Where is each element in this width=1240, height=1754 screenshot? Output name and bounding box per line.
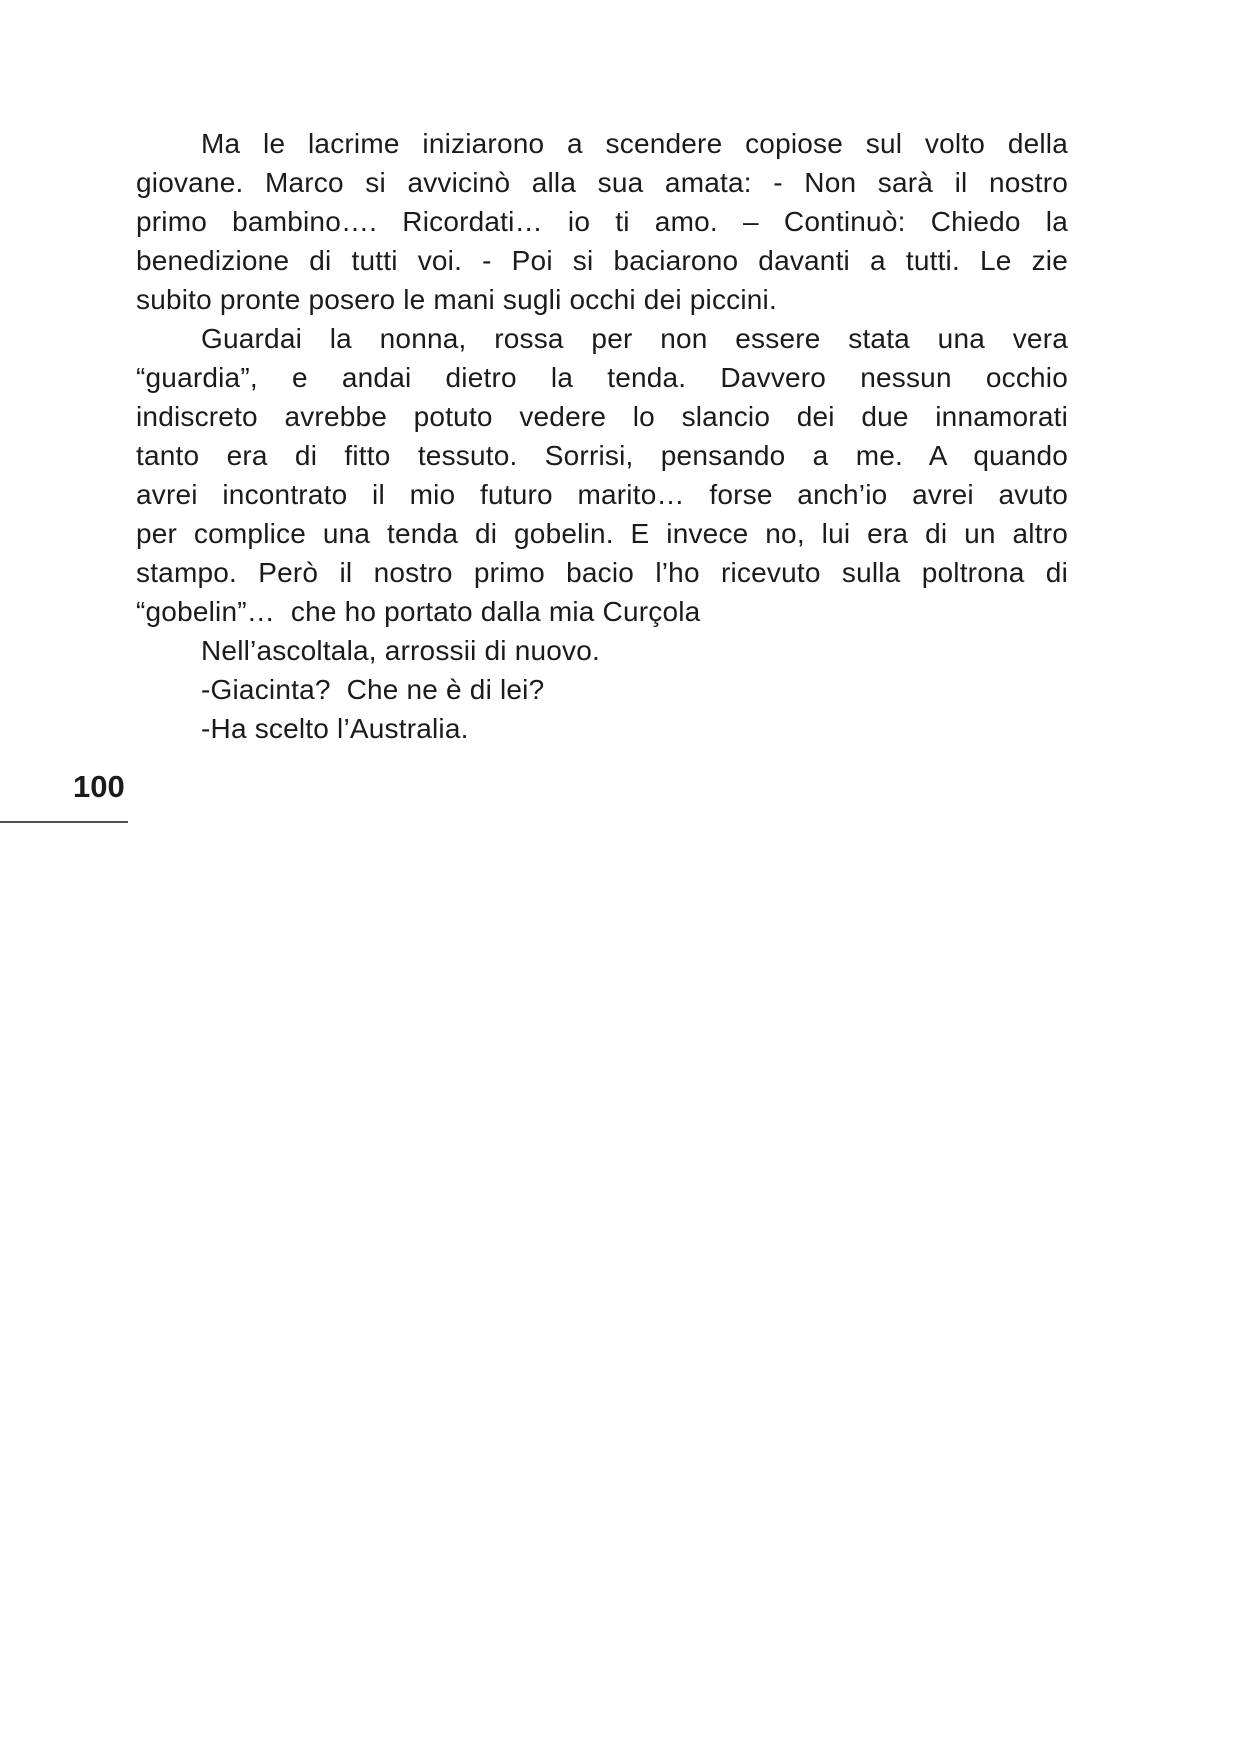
text-line: Nell’ascoltala, arrossii di nuovo. xyxy=(201,635,600,666)
text-line: indiscreto avrebbe potuto vedere lo slancio dei due innamorati xyxy=(136,401,1068,432)
text-line: Ma le lacrime iniziarono a scendere copiose sul volto della xyxy=(201,128,1068,159)
text-line: -Ha scelto l’Australia. xyxy=(201,713,469,744)
text-line: Guardai la nonna, rossa per non essere stata una vera xyxy=(201,323,1068,354)
text-line: -Giacinta? Che ne è di lei? xyxy=(201,674,545,705)
text-line: giovane. Marco si avvicinò alla sua amata: - Non sarà il nostro xyxy=(136,167,1068,198)
text-line: “guardia”, e andai dietro la tenda. Davvero nessun occhio xyxy=(136,362,1068,393)
page-number: 100 xyxy=(73,769,125,804)
page-text xyxy=(136,124,1068,748)
text-line: per complice una tenda di gobelin. E invece no, lui era di un altro xyxy=(136,518,1068,549)
text-line: tanto era di fitto tessuto. Sorrisi, pensando a me. A quando xyxy=(136,440,1068,471)
text-line: primo bambino…. Ricordati… io ti amo. – Continuò: Chiedo la xyxy=(136,206,1068,237)
footer-rule xyxy=(0,821,128,823)
text-line: subito pronte posero le mani sugli occhi dei piccini. xyxy=(136,284,777,315)
text-line: avrei incontrato il mio futuro marito… forse anch’io avrei avuto xyxy=(136,479,1068,510)
text-line: stampo. Però il nostro primo bacio l’ho ricevuto sulla poltrona di xyxy=(136,557,1068,588)
text-line: “gobelin”… che ho portato dalla mia Curçola xyxy=(136,596,701,627)
text-line: benedizione di tutti voi. - Poi si baciarono davanti a tutti. Le zie xyxy=(136,245,1068,276)
